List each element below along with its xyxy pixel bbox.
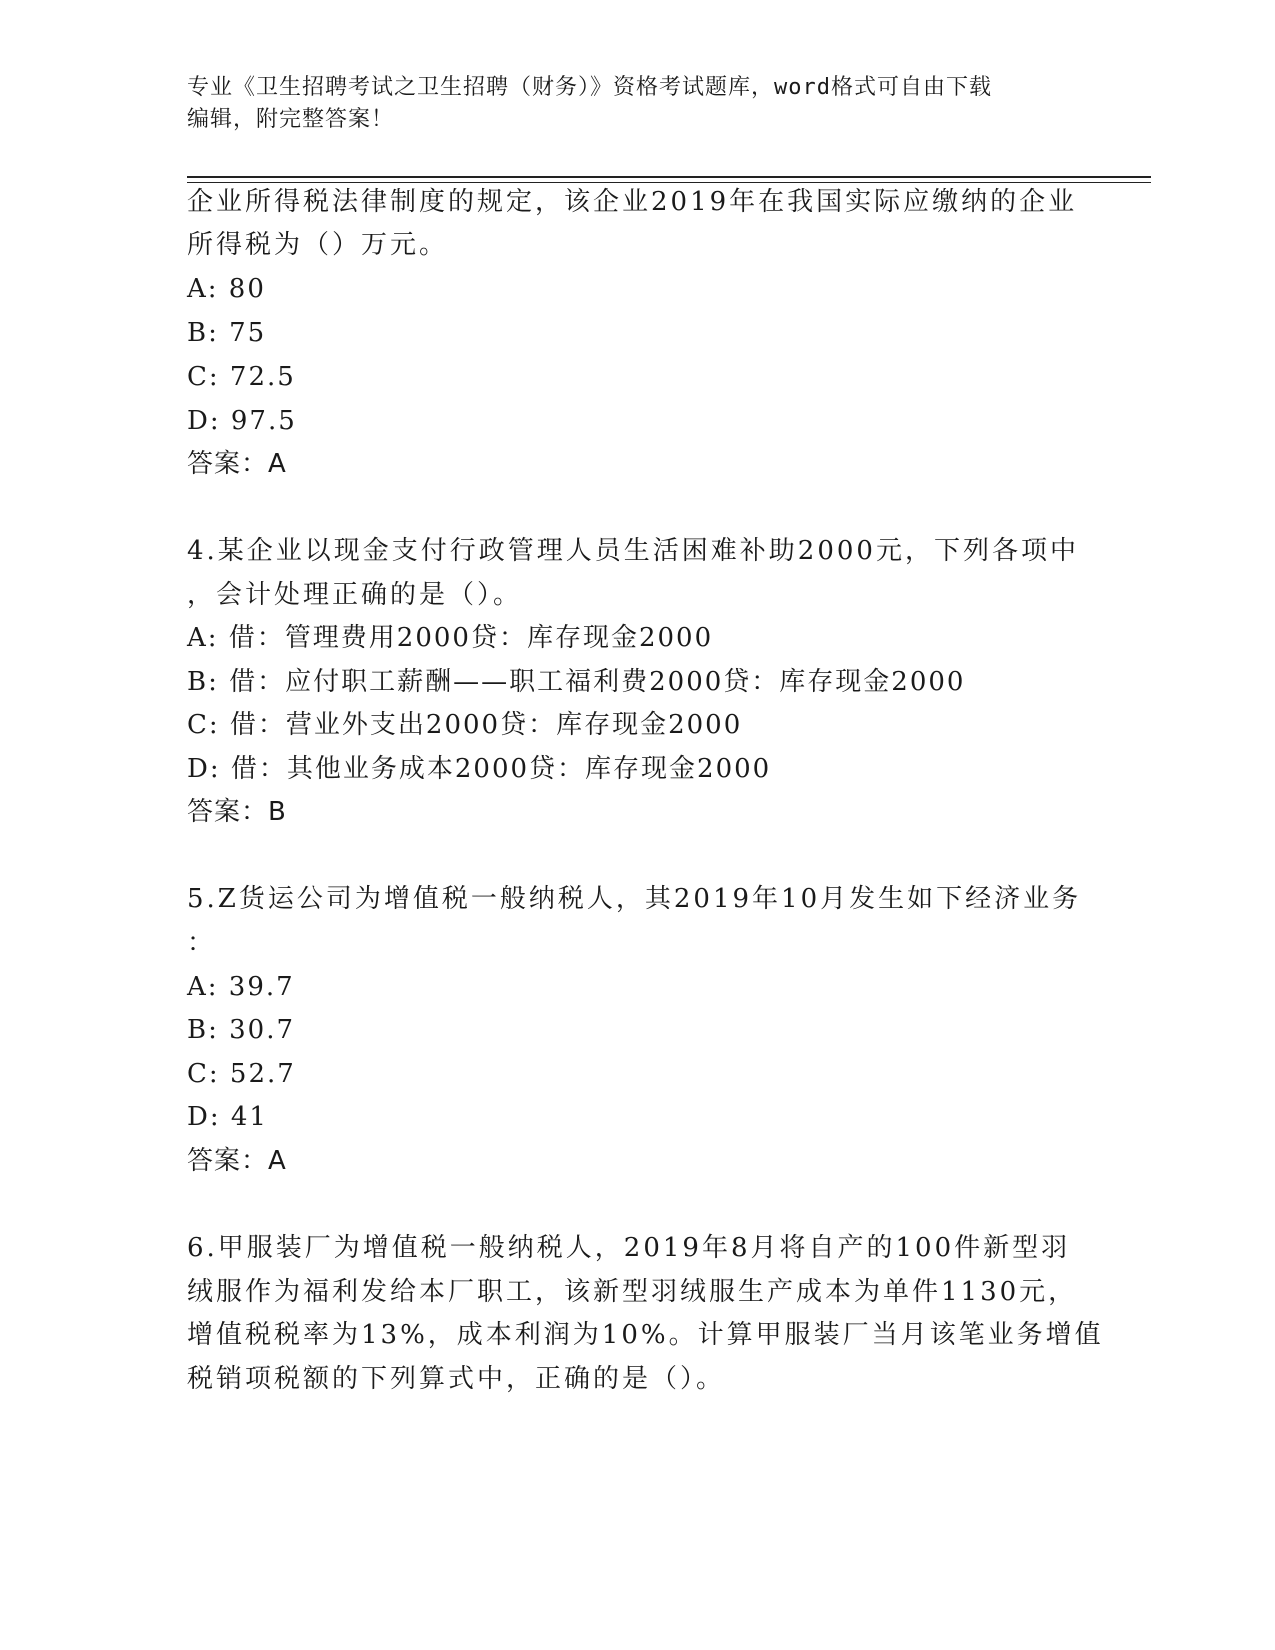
question-4-stem-line-2: ，会计处理正确的是（）。: [187, 580, 523, 610]
question-3-stem-line-2: 所得税为（）万元。: [187, 230, 449, 260]
question-6-stem-line-3: 增值税税率为13%，成本利润为10%。计算甲服装厂当月该笔业务增值: [187, 1320, 1104, 1350]
question-3-option-d: D: 97.5: [187, 406, 297, 436]
question-5-stem-line-2: ：: [187, 928, 217, 958]
question-3-option-a: A: 80: [187, 274, 266, 304]
question-3-stem-line-1: 企业所得税法律制度的规定，该企业2019年在我国实际应缴纳的企业: [187, 187, 1078, 217]
document-header: [187, 72, 1087, 136]
question-5-stem-line-1: 5.Z货运公司为增值税一般纳税人，其2019年10月发生如下经济业务: [187, 884, 1082, 914]
question-6-stem-line-1: 6.甲服装厂为增值税一般纳税人，2019年8月将自产的100件新型羽: [187, 1233, 1071, 1263]
question-5-option-a: A: 39.7: [187, 972, 295, 1002]
header-divider-thin: [187, 182, 1151, 183]
question-4-option-c: C: 借：营业外支出2000贷：库存现金2000: [187, 710, 743, 740]
question-3-option-c: C: 72.5: [187, 362, 296, 392]
header-divider-thick: [187, 176, 1151, 178]
question-4-option-d: D: 借：其他业务成本2000贷：库存现金2000: [187, 754, 772, 784]
question-6-stem-line-4: 税销项税额的下列算式中，正确的是（）。: [187, 1364, 726, 1394]
question-4-stem-line-1: 4.某企业以现金支付行政管理人员生活困难补助2000元，下列各项中: [187, 536, 1079, 566]
question-4-option-a: A: 借：管理费用2000贷：库存现金2000: [187, 623, 714, 653]
header-line-2: 编辑，附完整答案！: [187, 107, 395, 132]
question-5-option-d: D: 41: [187, 1102, 268, 1132]
question-4-answer: 答案：B: [187, 797, 287, 827]
header-line-1: 专业《卫生招聘考试之卫生招聘（财务）》资格考试题库，word格式可自由下载: [187, 75, 992, 100]
question-3-option-b: B: 75: [187, 318, 267, 348]
question-5-answer: 答案：A: [187, 1146, 287, 1176]
question-5-option-b: B: 30.7: [187, 1015, 296, 1045]
question-6-stem-line-2: 绒服作为福利发给本厂职工，该新型羽绒服生产成本为单件1130元，: [187, 1277, 1078, 1307]
question-4-option-b: B: 借：应付职工薪酬——职工福利费2000贷：库存现金2000: [187, 667, 966, 697]
question-5-option-c: C: 52.7: [187, 1059, 296, 1089]
question-3-answer: 答案：A: [187, 449, 287, 479]
